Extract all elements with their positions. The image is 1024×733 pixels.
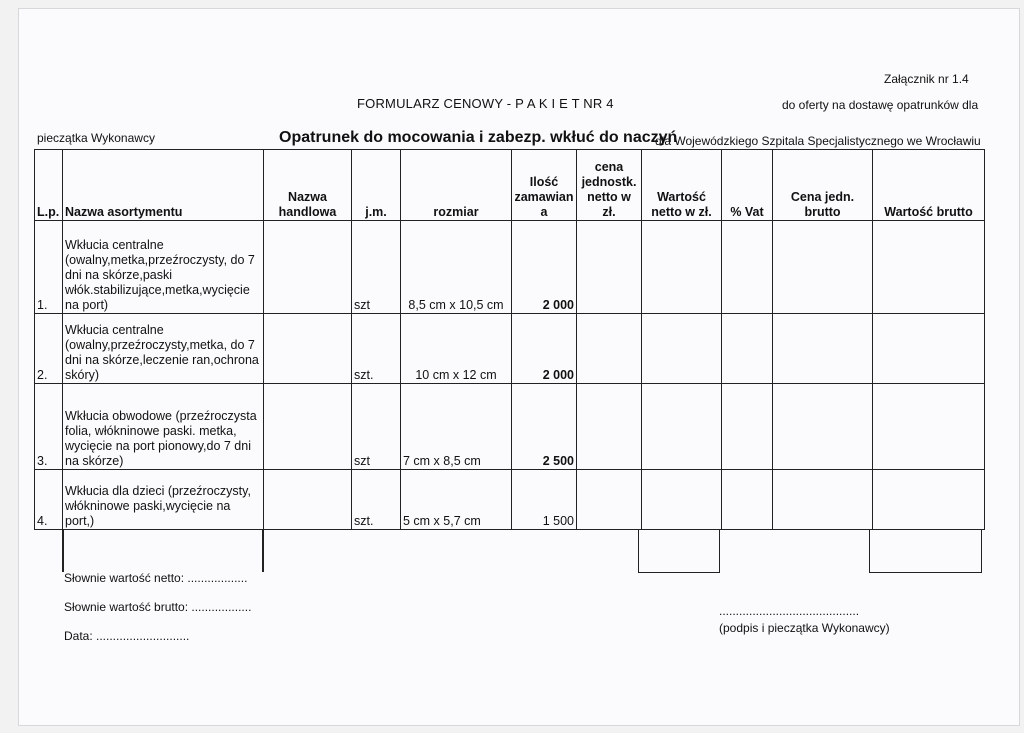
row-net-value (642, 470, 722, 530)
attachment-number: Załącznik nr 1.4 (884, 72, 969, 86)
col-unit: j.m. (352, 150, 401, 221)
row-qty: 1 500 (512, 470, 577, 530)
row-gross-unit (773, 221, 873, 314)
row-unit: szt (352, 221, 401, 314)
words-gross-label: Słownie wartość brutto: .................. (64, 600, 252, 614)
col-trade-name: Nazwa handlowa (264, 150, 352, 221)
row-trade-name (264, 221, 352, 314)
row-gross-value (873, 384, 985, 470)
row-size: 8,5 cm x 10,5 cm (401, 221, 512, 314)
col-gross-value: Wartość brutto (873, 150, 985, 221)
row-net-value (642, 314, 722, 384)
table-row (35, 384, 985, 470)
words-net-label: Słownie wartość netto: .................. (64, 571, 248, 585)
gross-total-box (869, 530, 982, 573)
col-net-value: Wartość netto w zł. (642, 150, 722, 221)
col-qty: Ilość zamawian a (512, 150, 577, 221)
signature-label: (podpis i pieczątka Wykonawcy) (719, 621, 890, 635)
table-header-row (35, 150, 985, 221)
row-qty: 2 000 (512, 221, 577, 314)
package-name: Opatrunek do mocowania i zabezp. wkłuć do naczyń (279, 129, 678, 146)
row-unit-price (577, 384, 642, 470)
row-name: Wkłucia centralne (owalny,metka,przeźroczysty, do 7 dni na skórze,paski włók.stabilizujące,metka,wycięcie na port) (63, 221, 264, 314)
row-net-value (642, 384, 722, 470)
row-unit-price (577, 470, 642, 530)
row-unit-price (577, 314, 642, 384)
row-size: 7 cm x 8,5 cm (401, 384, 512, 470)
row-trade-name (264, 384, 352, 470)
hospital-name: dla Wojewódzkiego Szpitala Specjalistycznego we Wrocławiu (655, 134, 981, 148)
form-title: FORMULARZ CENOWY - P A K I E T NR 4 (357, 96, 614, 111)
row-lp: 3. (35, 384, 63, 470)
col-size: rozmiar (401, 150, 512, 221)
table-row (35, 221, 985, 314)
row-lp: 2. (35, 314, 63, 384)
row-qty: 2 500 (512, 384, 577, 470)
price-form-table (34, 149, 985, 530)
row-vat (722, 470, 773, 530)
row-unit: szt. (352, 470, 401, 530)
net-total-box (638, 530, 720, 573)
table-row (35, 314, 985, 384)
row-unit-price (577, 221, 642, 314)
row-lp: 4. (35, 470, 63, 530)
row-vat (722, 314, 773, 384)
row-trade-name (264, 470, 352, 530)
row-lp: 1. (35, 221, 63, 314)
stamp-label: pieczątka Wykonawcy (37, 131, 155, 145)
row-unit: szt. (352, 314, 401, 384)
divider-line (62, 530, 64, 572)
row-name: Wkłucia dla dzieci (przeźroczysty, włókninowe paski,wycięcie na port,) (63, 470, 264, 530)
row-size: 5 cm x 5,7 cm (401, 470, 512, 530)
row-name: Wkłucia centralne (owalny,przeźroczysty,metka, do 7 dni na skórze,leczenie ran,ochrona skóry) (63, 314, 264, 384)
row-gross-unit (773, 470, 873, 530)
row-gross-value (873, 314, 985, 384)
row-vat (722, 221, 773, 314)
row-unit: szt (352, 384, 401, 470)
table-row (35, 470, 985, 530)
row-size: 10 cm x 12 cm (401, 314, 512, 384)
col-name: Nazwa asortymentu (63, 150, 264, 221)
col-gross-unit: Cena jedn. brutto (773, 150, 873, 221)
divider-line (262, 530, 264, 572)
row-net-value (642, 221, 722, 314)
offer-note: do oferty na dostawę opatrunków dla (782, 98, 979, 112)
col-unit-price: cena jednostk. netto w zł. (577, 150, 642, 221)
row-qty: 2 000 (512, 314, 577, 384)
col-lp: L.p. (35, 150, 63, 221)
row-gross-value (873, 221, 985, 314)
row-name: Wkłucia obwodowe (przeźroczysta folia, włókninowe paski. metka, wycięcie na port pionowy,do 7 dni na skórze) (63, 384, 264, 470)
row-trade-name (264, 314, 352, 384)
row-gross-value (873, 470, 985, 530)
col-vat: % Vat (722, 150, 773, 221)
date-label: Data: ............................ (64, 629, 190, 643)
row-vat (722, 384, 773, 470)
row-gross-unit (773, 314, 873, 384)
signature-line: .......................................... (719, 604, 860, 618)
row-gross-unit (773, 384, 873, 470)
